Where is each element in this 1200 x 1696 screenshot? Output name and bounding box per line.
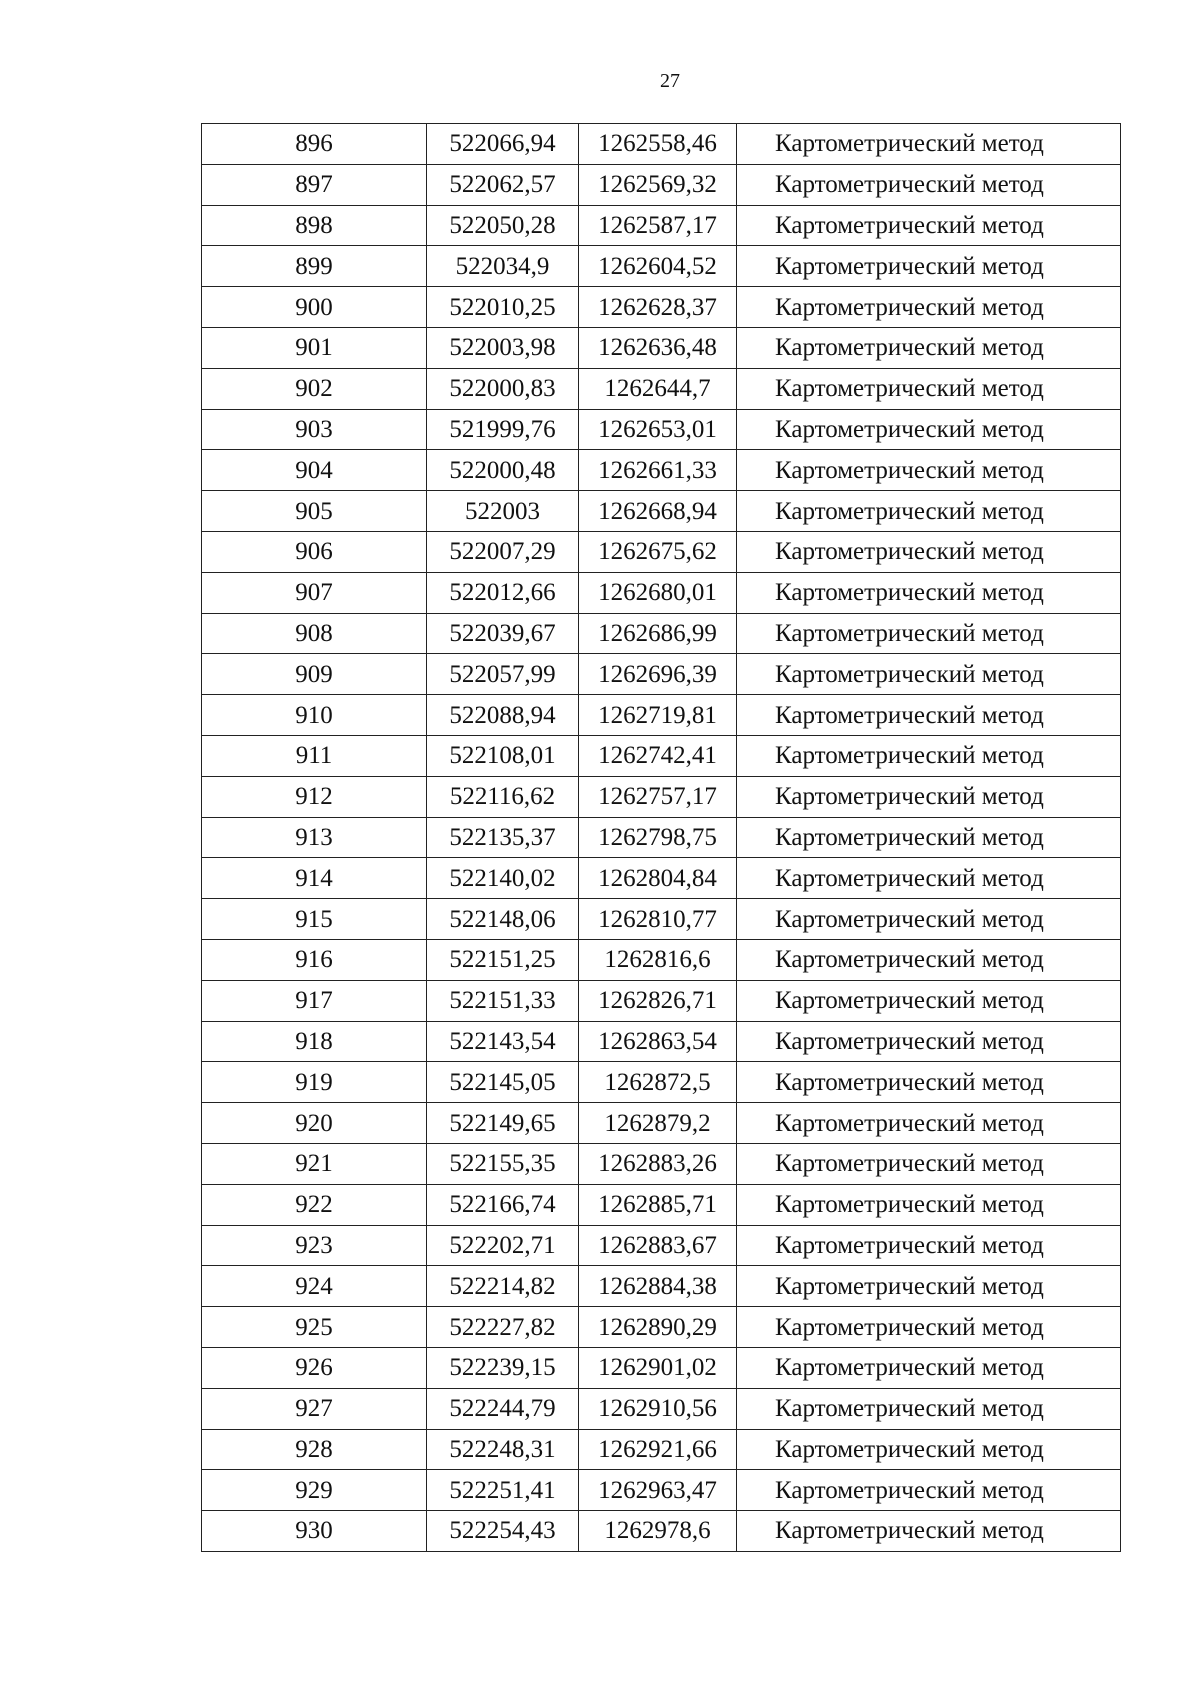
method-cell: Картометрический метод xyxy=(737,654,1121,695)
point-number-cell: 904 xyxy=(202,450,427,491)
y-coordinate-cell: 1262668,94 xyxy=(579,491,737,532)
y-coordinate-cell: 1262883,67 xyxy=(579,1225,737,1266)
x-coordinate-cell: 522088,94 xyxy=(427,695,579,736)
method-cell: Картометрический метод xyxy=(737,1266,1121,1307)
y-coordinate-cell: 1262921,66 xyxy=(579,1429,737,1470)
x-coordinate-cell: 522251,41 xyxy=(427,1470,579,1511)
method-cell: Картометрический метод xyxy=(737,776,1121,817)
page-number: 27 xyxy=(660,70,680,92)
table-row xyxy=(202,613,1121,654)
point-number-cell: 903 xyxy=(202,409,427,450)
table-row xyxy=(202,817,1121,858)
method-cell: Картометрический метод xyxy=(737,980,1121,1021)
y-coordinate-cell: 1262587,17 xyxy=(579,205,737,246)
table-row xyxy=(202,695,1121,736)
x-coordinate-cell: 522145,05 xyxy=(427,1062,579,1103)
x-coordinate-cell: 522151,33 xyxy=(427,980,579,1021)
y-coordinate-cell: 1262884,38 xyxy=(579,1266,737,1307)
method-cell: Картометрический метод xyxy=(737,1429,1121,1470)
x-coordinate-cell: 522003,98 xyxy=(427,327,579,368)
table-row xyxy=(202,491,1121,532)
method-cell: Картометрический метод xyxy=(737,939,1121,980)
y-coordinate-cell: 1262978,6 xyxy=(579,1511,737,1552)
table-row xyxy=(202,1347,1121,1388)
y-coordinate-cell: 1262653,01 xyxy=(579,409,737,450)
point-number-cell: 917 xyxy=(202,980,427,1021)
method-cell: Картометрический метод xyxy=(737,1470,1121,1511)
point-number-cell: 930 xyxy=(202,1511,427,1552)
point-number-cell: 897 xyxy=(202,164,427,205)
x-coordinate-cell: 522034,9 xyxy=(427,246,579,287)
table-row xyxy=(202,939,1121,980)
table-row xyxy=(202,327,1121,368)
method-cell: Картометрический метод xyxy=(737,287,1121,328)
y-coordinate-cell: 1262661,33 xyxy=(579,450,737,491)
method-cell: Картометрический метод xyxy=(737,450,1121,491)
table-row xyxy=(202,287,1121,328)
y-coordinate-cell: 1262558,46 xyxy=(579,124,737,165)
y-coordinate-cell: 1262863,54 xyxy=(579,1021,737,1062)
point-number-cell: 929 xyxy=(202,1470,427,1511)
y-coordinate-cell: 1262901,02 xyxy=(579,1347,737,1388)
method-cell: Картометрический метод xyxy=(737,205,1121,246)
method-cell: Картометрический метод xyxy=(737,531,1121,572)
method-cell: Картометрический метод xyxy=(737,735,1121,776)
table-row xyxy=(202,776,1121,817)
method-cell: Картометрический метод xyxy=(737,1511,1121,1552)
point-number-cell: 912 xyxy=(202,776,427,817)
x-coordinate-cell: 521999,76 xyxy=(427,409,579,450)
table-row xyxy=(202,205,1121,246)
y-coordinate-cell: 1262879,2 xyxy=(579,1103,737,1144)
method-cell: Картометрический метод xyxy=(737,899,1121,940)
method-cell: Картометрический метод xyxy=(737,409,1121,450)
y-coordinate-cell: 1262883,26 xyxy=(579,1143,737,1184)
method-cell: Картометрический метод xyxy=(737,124,1121,165)
method-cell: Картометрический метод xyxy=(737,817,1121,858)
table-row xyxy=(202,1266,1121,1307)
method-cell: Картометрический метод xyxy=(737,1103,1121,1144)
method-cell: Картометрический метод xyxy=(737,1062,1121,1103)
table-row xyxy=(202,1021,1121,1062)
method-cell: Картометрический метод xyxy=(737,491,1121,532)
table-row xyxy=(202,124,1121,165)
point-number-cell: 918 xyxy=(202,1021,427,1062)
table-row xyxy=(202,654,1121,695)
point-number-cell: 923 xyxy=(202,1225,427,1266)
method-cell: Картометрический метод xyxy=(737,572,1121,613)
table-row xyxy=(202,368,1121,409)
x-coordinate-cell: 522108,01 xyxy=(427,735,579,776)
coordinates-table-body xyxy=(202,124,1121,1552)
point-number-cell: 924 xyxy=(202,1266,427,1307)
y-coordinate-cell: 1262636,48 xyxy=(579,327,737,368)
method-cell: Картометрический метод xyxy=(737,1021,1121,1062)
x-coordinate-cell: 522151,25 xyxy=(427,939,579,980)
point-number-cell: 900 xyxy=(202,287,427,328)
x-coordinate-cell: 522227,82 xyxy=(427,1307,579,1348)
point-number-cell: 920 xyxy=(202,1103,427,1144)
point-number-cell: 899 xyxy=(202,246,427,287)
y-coordinate-cell: 1262680,01 xyxy=(579,572,737,613)
x-coordinate-cell: 522148,06 xyxy=(427,899,579,940)
x-coordinate-cell: 522254,43 xyxy=(427,1511,579,1552)
x-coordinate-cell: 522010,25 xyxy=(427,287,579,328)
method-cell: Картометрический метод xyxy=(737,327,1121,368)
y-coordinate-cell: 1262644,7 xyxy=(579,368,737,409)
x-coordinate-cell: 522039,67 xyxy=(427,613,579,654)
y-coordinate-cell: 1262910,56 xyxy=(579,1388,737,1429)
x-coordinate-cell: 522166,74 xyxy=(427,1184,579,1225)
table-row xyxy=(202,164,1121,205)
point-number-cell: 910 xyxy=(202,695,427,736)
y-coordinate-cell: 1262757,17 xyxy=(579,776,737,817)
table-row xyxy=(202,1388,1121,1429)
y-coordinate-cell: 1262963,47 xyxy=(579,1470,737,1511)
point-number-cell: 898 xyxy=(202,205,427,246)
x-coordinate-cell: 522248,31 xyxy=(427,1429,579,1470)
y-coordinate-cell: 1262604,52 xyxy=(579,246,737,287)
point-number-cell: 906 xyxy=(202,531,427,572)
x-coordinate-cell: 522000,48 xyxy=(427,450,579,491)
point-number-cell: 915 xyxy=(202,899,427,940)
x-coordinate-cell: 522012,66 xyxy=(427,572,579,613)
method-cell: Картометрический метод xyxy=(737,858,1121,899)
table-row xyxy=(202,1143,1121,1184)
point-number-cell: 916 xyxy=(202,939,427,980)
y-coordinate-cell: 1262816,6 xyxy=(579,939,737,980)
x-coordinate-cell: 522244,79 xyxy=(427,1388,579,1429)
point-number-cell: 909 xyxy=(202,654,427,695)
point-number-cell: 919 xyxy=(202,1062,427,1103)
x-coordinate-cell: 522149,65 xyxy=(427,1103,579,1144)
x-coordinate-cell: 522066,94 xyxy=(427,124,579,165)
x-coordinate-cell: 522000,83 xyxy=(427,368,579,409)
table-row xyxy=(202,450,1121,491)
table-row xyxy=(202,980,1121,1021)
table-row xyxy=(202,1307,1121,1348)
table-row xyxy=(202,246,1121,287)
table-row xyxy=(202,1429,1121,1470)
table-row xyxy=(202,858,1121,899)
point-number-cell: 914 xyxy=(202,858,427,899)
table-row xyxy=(202,1103,1121,1144)
point-number-cell: 921 xyxy=(202,1143,427,1184)
table-row xyxy=(202,1062,1121,1103)
x-coordinate-cell: 522239,15 xyxy=(427,1347,579,1388)
point-number-cell: 896 xyxy=(202,124,427,165)
table-row xyxy=(202,409,1121,450)
y-coordinate-cell: 1262696,39 xyxy=(579,654,737,695)
table-row xyxy=(202,531,1121,572)
point-number-cell: 908 xyxy=(202,613,427,654)
table-row xyxy=(202,735,1121,776)
method-cell: Картометрический метод xyxy=(737,1184,1121,1225)
point-number-cell: 907 xyxy=(202,572,427,613)
point-number-cell: 928 xyxy=(202,1429,427,1470)
method-cell: Картометрический метод xyxy=(737,1388,1121,1429)
method-cell: Картометрический метод xyxy=(737,613,1121,654)
x-coordinate-cell: 522214,82 xyxy=(427,1266,579,1307)
y-coordinate-cell: 1262628,37 xyxy=(579,287,737,328)
point-number-cell: 911 xyxy=(202,735,427,776)
coordinates-table xyxy=(201,123,1121,1552)
y-coordinate-cell: 1262872,5 xyxy=(579,1062,737,1103)
y-coordinate-cell: 1262798,75 xyxy=(579,817,737,858)
method-cell: Картометрический метод xyxy=(737,1347,1121,1388)
x-coordinate-cell: 522155,35 xyxy=(427,1143,579,1184)
point-number-cell: 927 xyxy=(202,1388,427,1429)
x-coordinate-cell: 522202,71 xyxy=(427,1225,579,1266)
table-row xyxy=(202,572,1121,613)
x-coordinate-cell: 522003 xyxy=(427,491,579,532)
y-coordinate-cell: 1262742,41 xyxy=(579,735,737,776)
table-row xyxy=(202,1470,1121,1511)
point-number-cell: 926 xyxy=(202,1347,427,1388)
table-row xyxy=(202,1511,1121,1552)
y-coordinate-cell: 1262719,81 xyxy=(579,695,737,736)
y-coordinate-cell: 1262885,71 xyxy=(579,1184,737,1225)
point-number-cell: 901 xyxy=(202,327,427,368)
y-coordinate-cell: 1262686,99 xyxy=(579,613,737,654)
y-coordinate-cell: 1262675,62 xyxy=(579,531,737,572)
y-coordinate-cell: 1262890,29 xyxy=(579,1307,737,1348)
point-number-cell: 925 xyxy=(202,1307,427,1348)
point-number-cell: 905 xyxy=(202,491,427,532)
point-number-cell: 902 xyxy=(202,368,427,409)
y-coordinate-cell: 1262804,84 xyxy=(579,858,737,899)
method-cell: Картометрический метод xyxy=(737,1307,1121,1348)
y-coordinate-cell: 1262569,32 xyxy=(579,164,737,205)
method-cell: Картометрический метод xyxy=(737,368,1121,409)
point-number-cell: 913 xyxy=(202,817,427,858)
table-row xyxy=(202,899,1121,940)
x-coordinate-cell: 522140,02 xyxy=(427,858,579,899)
x-coordinate-cell: 522116,62 xyxy=(427,776,579,817)
x-coordinate-cell: 522143,54 xyxy=(427,1021,579,1062)
x-coordinate-cell: 522050,28 xyxy=(427,205,579,246)
method-cell: Картометрический метод xyxy=(737,1143,1121,1184)
x-coordinate-cell: 522062,57 xyxy=(427,164,579,205)
method-cell: Картометрический метод xyxy=(737,1225,1121,1266)
point-number-cell: 922 xyxy=(202,1184,427,1225)
y-coordinate-cell: 1262826,71 xyxy=(579,980,737,1021)
table-row xyxy=(202,1184,1121,1225)
method-cell: Картометрический метод xyxy=(737,246,1121,287)
x-coordinate-cell: 522057,99 xyxy=(427,654,579,695)
method-cell: Картометрический метод xyxy=(737,695,1121,736)
method-cell: Картометрический метод xyxy=(737,164,1121,205)
table-row xyxy=(202,1225,1121,1266)
y-coordinate-cell: 1262810,77 xyxy=(579,899,737,940)
x-coordinate-cell: 522007,29 xyxy=(427,531,579,572)
x-coordinate-cell: 522135,37 xyxy=(427,817,579,858)
